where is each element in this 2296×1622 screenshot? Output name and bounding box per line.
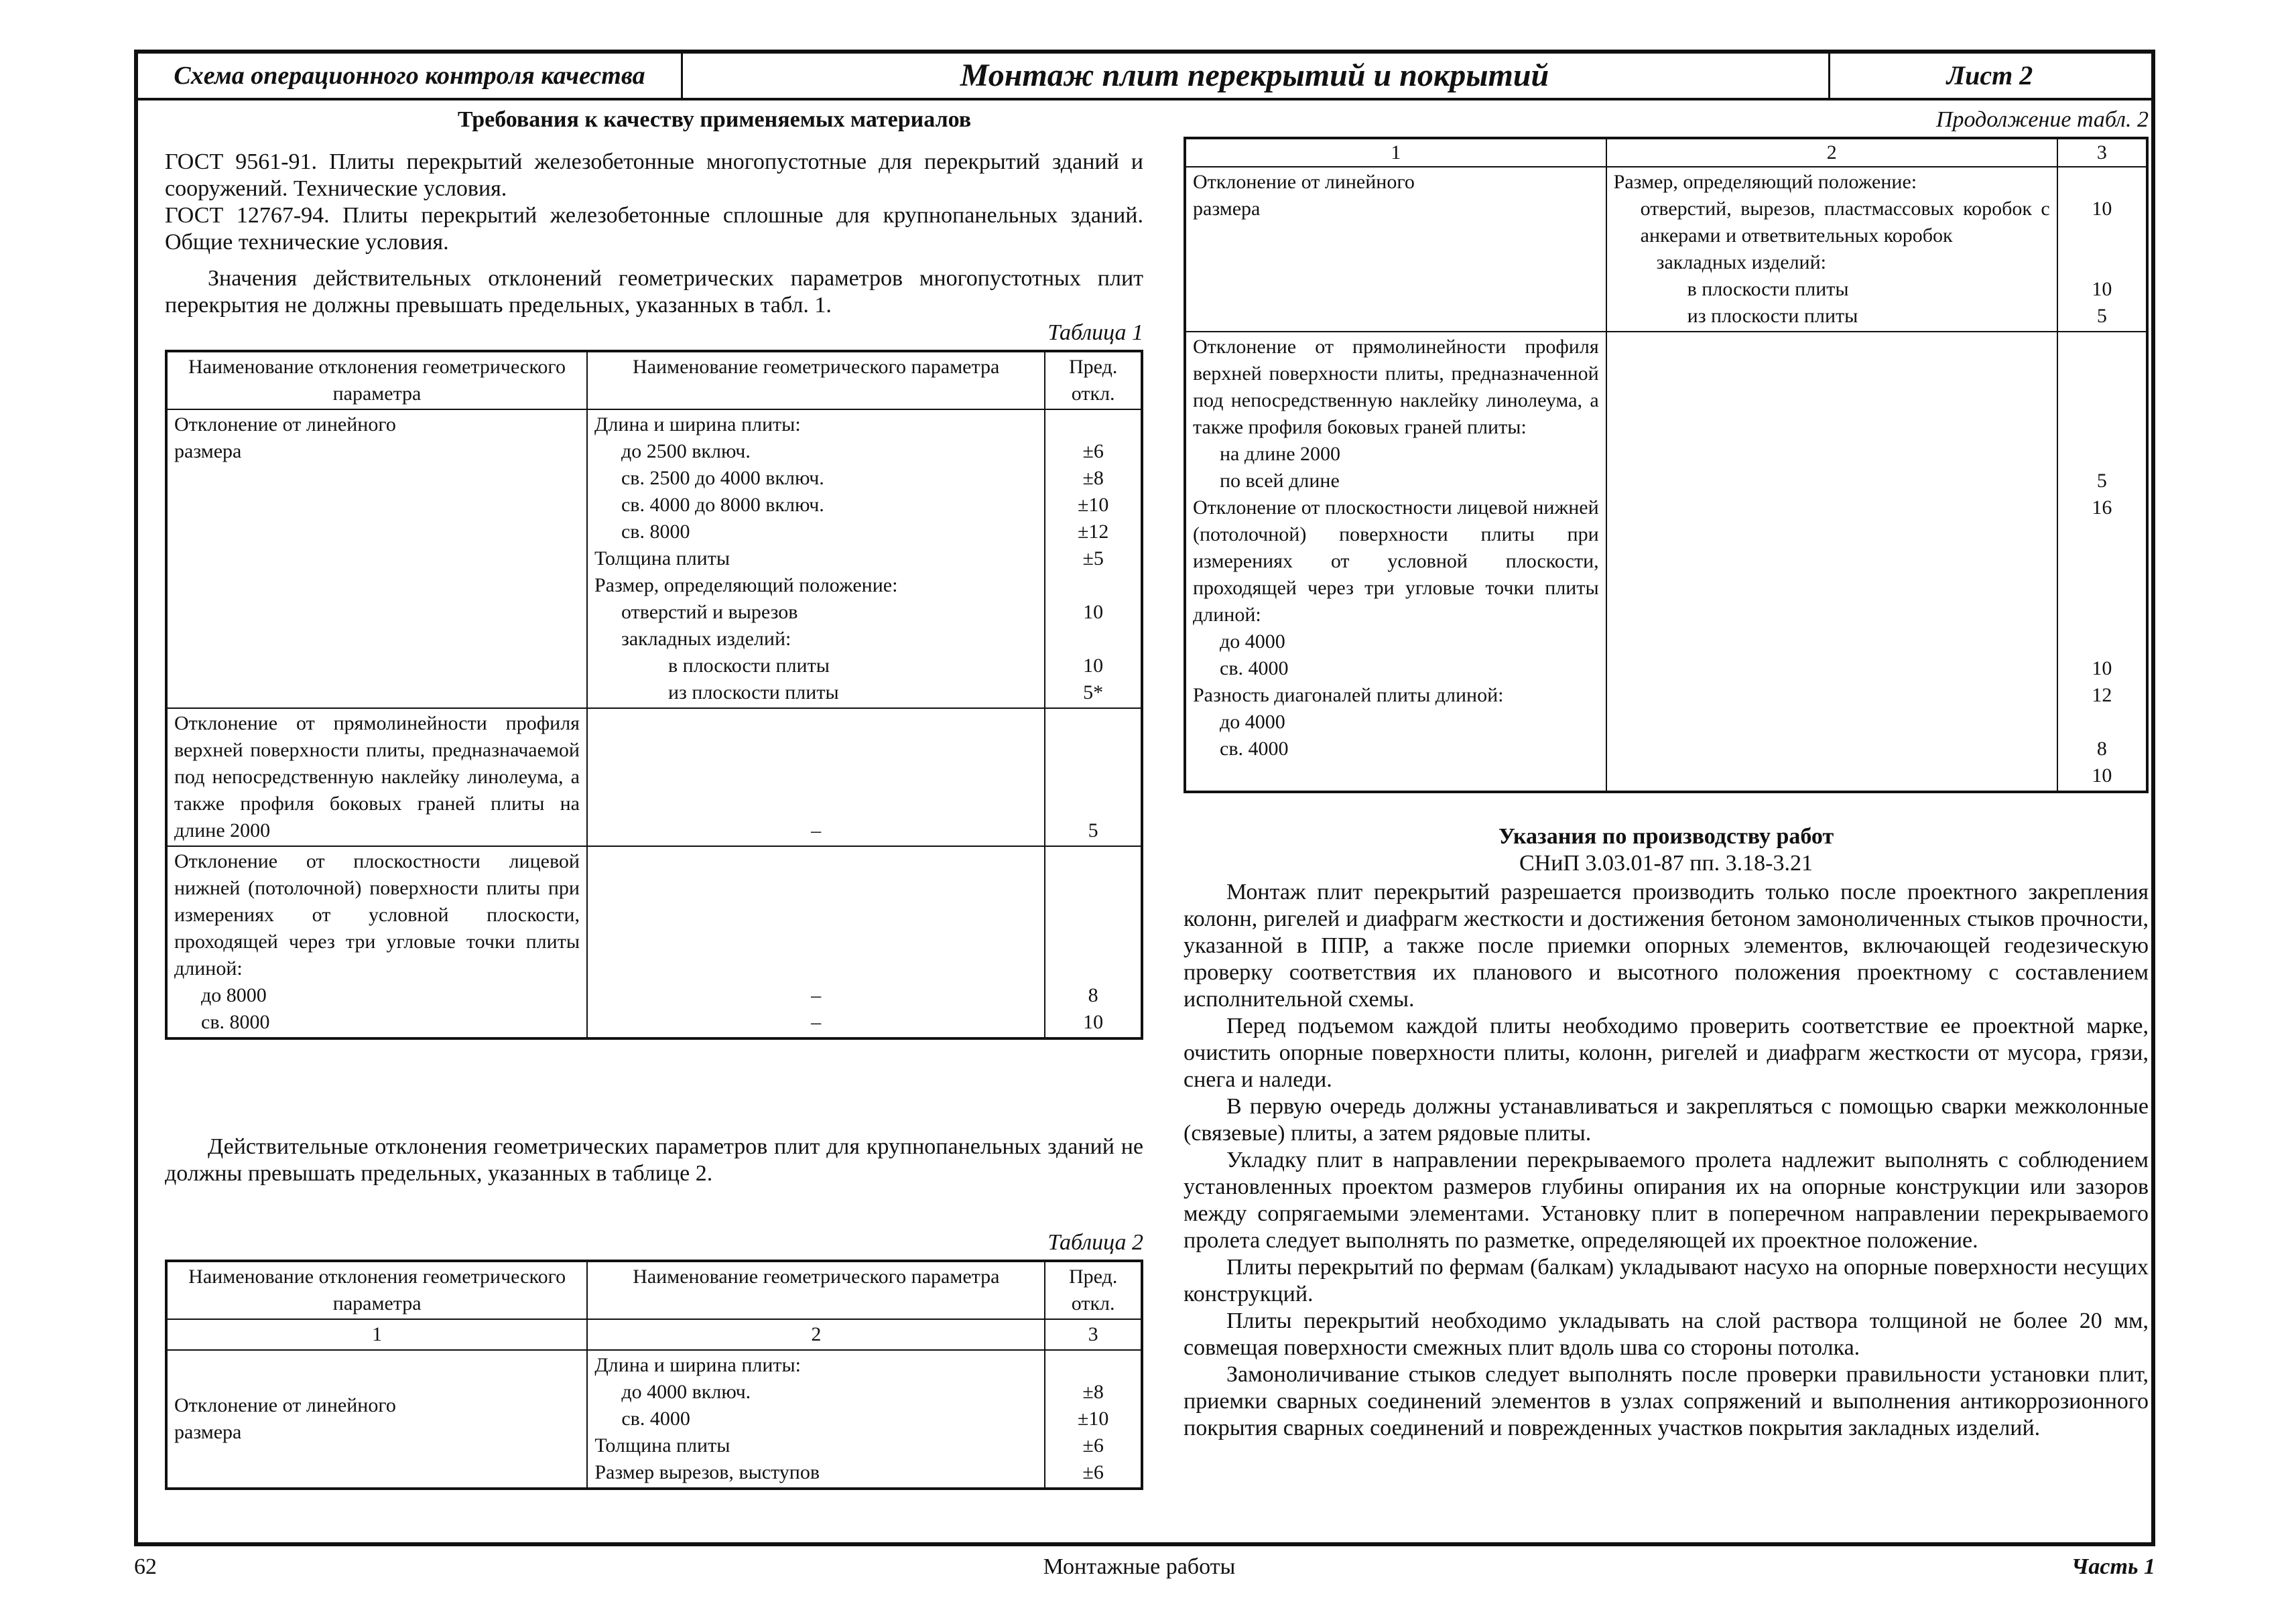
- length-line: на длине 2000: [1220, 443, 1341, 465]
- cell-parameter: [587, 1350, 1045, 1489]
- cell-parameter: [1606, 167, 2057, 332]
- limit-value: 10: [1083, 1011, 1104, 1033]
- deviation-text: Отклонение от плоскостности лицевой нижней (потолочной) поверхности плиты при измерениях от условной плоскости, проходящей через три угловые точки плиты длиной:: [174, 850, 580, 979]
- table-row: [1185, 332, 2147, 792]
- header-bar: [138, 54, 2151, 100]
- col-number: 3: [2057, 138, 2147, 167]
- limit-value: 10: [2092, 198, 2112, 220]
- limit-value: [1052, 411, 1134, 438]
- cell-parameter: –: [587, 708, 1045, 846]
- limit-value: ±12: [1077, 521, 1109, 543]
- param-line: закладных изделий:: [621, 628, 791, 650]
- col-header-deviation: Наименование отклонения геометрического параметра: [166, 351, 587, 409]
- cell-parameter: [1606, 332, 2057, 792]
- table-row: [166, 409, 1142, 708]
- table-2: [165, 1260, 1143, 1490]
- cell-limit: 5: [1045, 708, 1142, 846]
- paragraph-table2-intro: Действительные отклонения геометрических параметров плит для крупнопанельных зданий не должны превышать предельных, указанных в таблице 2.: [165, 1134, 1143, 1186]
- limit-value: 16: [2092, 496, 2112, 519]
- length-line: по всей длине: [1220, 470, 1340, 492]
- limit-value: [2065, 222, 2139, 249]
- param-line: Размер вырезов, выступов: [594, 1461, 820, 1483]
- col-number: 1: [166, 1319, 587, 1350]
- limit-value: ±10: [1077, 494, 1109, 516]
- limit-value: [1052, 572, 1134, 599]
- instruction-paragraph: Монтаж плит перекрытий разрешается производить только после проектного закрепления колонн, ригелей и диафрагм жесткости и достижения бетоном замоноличенных стыков прочности, указанной в ППР, а также после приемки опорных элементов, включающей геодезическую проверку соответствия их планового и высотного положения проектному с составлением исполнительной схемы.: [1184, 880, 2149, 1012]
- table-2-continued: [1184, 137, 2149, 793]
- instruction-paragraph: Плиты перекрытий необходимо укладывать на слой раствора толщиной не более 20 мм, совмещая поверхности смежных плит вдоль шва со стороны потолка.: [1184, 1308, 2149, 1360]
- instruction-paragraph: Замоноличивание стыков следует выполнять после проверки правильности установки плит, приемки сварных соединений элементов в узлах сопряжений и выполнения антикоррозионного покрытия сварных соединений и поврежденных участков покрытия закладных изделий.: [1184, 1362, 2149, 1440]
- limit-value: 8: [2096, 738, 2107, 760]
- limit-value: ±8: [1082, 467, 1104, 489]
- cell-deviation: Отклонение от прямолинейности профиля верхней поверхности плиты, предназначаемой под непосредственную наклейку линолеума, а также профиля боковых граней плиты на длине 2000: [166, 708, 587, 846]
- param-line: св. 4000 до 8000 включ.: [621, 494, 824, 516]
- col-header-parameter: Наименование геометрического параметра: [587, 351, 1045, 409]
- cell-deviation: Отклонение от линейного размера: [1185, 167, 1606, 332]
- instructions-reference: СНиП 3.03.01-87 пп. 3.18-3.21: [1519, 851, 1813, 876]
- param-line: –: [811, 984, 822, 1006]
- table-row: [1185, 167, 2147, 332]
- param-line: Толщина плиты: [594, 547, 730, 569]
- instructions-title: Указания по производству работ: [1498, 824, 1834, 849]
- param-line: закладных изделий:: [1656, 251, 1826, 273]
- param-line: Длина и ширина плиты:: [594, 1354, 802, 1376]
- limit-value: ±8: [1082, 1381, 1104, 1403]
- continuation-caption: Продолжение табл. 2: [1935, 107, 2149, 132]
- header-title: Монтаж плит перекрытий и покрытий: [681, 54, 1830, 98]
- table-header-row: [166, 1261, 1142, 1319]
- length-line: св. 4000: [1220, 738, 1289, 760]
- limit-value: 10: [1083, 601, 1104, 623]
- length-line: св. 4000: [1220, 657, 1289, 679]
- gost-12767: ГОСТ 12767-94. Плиты перекрытий железобетонные сплошные для крупнопанельных зданий. Общие технические условия.: [165, 203, 1143, 255]
- param-line: Длина и ширина плиты:: [594, 413, 801, 435]
- col-header-deviation: Наименование отклонения геометрического параметра: [166, 1261, 587, 1319]
- param-line: в плоскости плиты: [667, 655, 830, 677]
- deviation-text: Отклонение от плоскостности лицевой нижней (потолочной) поверхности плиты при измерениях от условной плоскости, проходящей через три угловые точки плиты длиной:: [1193, 496, 1599, 626]
- cell-limit: [1045, 1350, 1142, 1489]
- table1-caption: Таблица 1: [1047, 320, 1143, 345]
- limit-value: ±6: [1082, 1434, 1104, 1457]
- length-line: св. 8000: [201, 1011, 270, 1033]
- limit-value: [1052, 1352, 1134, 1379]
- table-row: [166, 708, 1142, 846]
- param-line: Размер, определяющий положение:: [1613, 171, 1917, 193]
- limit-value: 5: [2096, 470, 2107, 492]
- table-number-row: [1185, 138, 2147, 167]
- col-number: 3: [1045, 1319, 1142, 1350]
- table-row: [166, 1350, 1142, 1489]
- param-line: из плоскости плиты: [667, 681, 839, 703]
- instructions-body: [1184, 879, 2149, 1442]
- instruction-paragraph: Перед подъемом каждой плиты необходимо проверить соответствие ее проектной марке, очистить опорные поверхности плиты, колонн, ригелей и диафрагм жесткости от мусора, грязи, снега и наледи.: [1184, 1014, 2149, 1092]
- limit-value: [2065, 249, 2139, 276]
- param-line: св. 8000: [621, 521, 690, 543]
- col-number: 1: [1185, 138, 1606, 167]
- limit-value: ±10: [1077, 1408, 1109, 1430]
- deviation-text: Отклонение от прямолинейности профиля верхней поверхности плиты, предназначенной под непосредственную наклейку линолеума, а также профиля боковых граней плиты:: [1193, 336, 1599, 438]
- header-left: Схема операционного контроля качества: [138, 54, 683, 98]
- limit-value: 5: [2096, 305, 2107, 327]
- cell-deviation: Отклонение от линейного размера: [166, 409, 587, 708]
- length-line: до 8000: [201, 984, 267, 1006]
- param-line: до 2500 включ.: [621, 440, 751, 462]
- param-line: в плоскости плиты: [1687, 278, 1849, 300]
- cell-limit: [2057, 167, 2147, 332]
- paragraph-table1-intro: Значения действительных отклонений геометрических параметров многопустотных плит перекрытия не должны превышать предельных, указанных в табл. 1.: [165, 266, 1143, 318]
- length-line: до 4000: [1220, 630, 1285, 653]
- deviation-text: Разность диагоналей плиты длиной:: [1193, 684, 1504, 706]
- header-sheet: Лист 2: [1946, 60, 2033, 90]
- cell-limit: [2057, 332, 2147, 792]
- param-line: отверстий и вырезов: [621, 601, 798, 623]
- limit-value: 5*: [1083, 681, 1104, 703]
- limit-value: [2065, 169, 2139, 196]
- instruction-paragraph: В первую очередь должны устанавливаться и закрепляться с помощью сварки межколонные (связевые) плиты, а затем рядовые плиты.: [1184, 1094, 2149, 1146]
- limit-value: 10: [2092, 278, 2112, 300]
- param-line: Размер, определяющий положение:: [594, 574, 898, 596]
- limit-value: 10: [2092, 764, 2112, 787]
- limit-value: 8: [1088, 984, 1098, 1006]
- param-line: до 4000 включ.: [621, 1381, 751, 1403]
- limit-value: 10: [1083, 655, 1104, 677]
- param-line: св. 4000: [621, 1408, 690, 1430]
- instruction-paragraph: Укладку плит в направлении перекрываемого пролета надлежит выполнять с соблюдением установленных проектом размеров глубины опирания их на опорные конструкции или зазоров между сопрягаемыми элементами. Установку плит в поперечном направлении перекрываемого пролета следует выполнять по разметке, определяющей их проектное положение.: [1184, 1148, 2149, 1253]
- table-number-row: [166, 1319, 1142, 1350]
- limit-value: ±6: [1082, 440, 1104, 462]
- table-1: [165, 350, 1143, 1040]
- limit-value: 10: [2092, 657, 2112, 679]
- limit-value: [1052, 626, 1134, 653]
- table-row: [166, 846, 1142, 1038]
- cell-deviation: [166, 846, 587, 1038]
- instruction-paragraph: Плиты перекрытий по фермам (балкам) укладывают насухо на опорные поверхности несущих конструкций.: [1184, 1255, 2149, 1306]
- page-frame: [134, 50, 2155, 1546]
- gost-9561: ГОСТ 9561-91. Плиты перекрытий железобетонные многопустотные для перекрытий зданий и сооружений. Технические условия.: [165, 149, 1143, 201]
- cell-deviation: Отклонение от линейного размера: [166, 1350, 587, 1489]
- footer-section: Монтажные работы: [1043, 1554, 1236, 1579]
- param-line: отверстий, вырезов, пластмассовых коробок с анкерами и ответвительных коробок: [1640, 198, 2050, 247]
- materials-subtitle: Требования к качеству применяемых материалов: [457, 107, 972, 132]
- cell-parameter: [587, 409, 1045, 708]
- page-number: 62: [134, 1554, 157, 1579]
- param-line: св. 2500 до 4000 включ.: [621, 467, 824, 489]
- limit-value: ±5: [1082, 547, 1104, 569]
- length-line: до 4000: [1220, 711, 1285, 733]
- param-line: из плоскости плиты: [1687, 305, 1858, 327]
- cell-deviation: [1185, 332, 1606, 792]
- col-number: 2: [1606, 138, 2057, 167]
- col-header-parameter: Наименование геометрического параметра: [587, 1261, 1045, 1319]
- limit-value: ±6: [1082, 1461, 1104, 1483]
- col-header-limit: Пред. откл.: [1045, 351, 1142, 409]
- cell-limit: [1045, 846, 1142, 1038]
- param-line: Толщина плиты: [594, 1434, 730, 1457]
- table2-caption: Таблица 2: [1047, 1230, 1143, 1255]
- col-number: 2: [587, 1319, 1045, 1350]
- col-header-limit: Пред. откл.: [1045, 1261, 1142, 1319]
- cell-limit: [1045, 409, 1142, 708]
- cell-parameter: [587, 846, 1045, 1038]
- footer-part: Часть 1: [2071, 1554, 2155, 1579]
- table-header-row: [166, 351, 1142, 409]
- param-line: –: [811, 1011, 822, 1033]
- limit-value: 12: [2092, 684, 2112, 706]
